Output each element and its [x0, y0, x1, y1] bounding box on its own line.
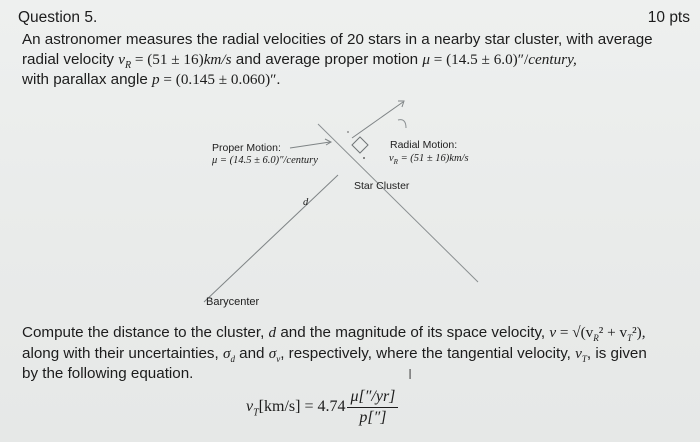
task-text-2c: , respectively, where the tangential velocity,: [280, 345, 576, 362]
p-value: = (0.145 ± 0.060)″.: [159, 71, 281, 88]
star-dot: [347, 131, 349, 133]
mu-unit: century,: [528, 51, 577, 68]
proper-motion-label: Proper Motion:: [212, 142, 281, 154]
proper-motion-value: μ = (14.5 ± 6.0)″/century: [212, 155, 318, 166]
star-dot: [363, 157, 365, 159]
sigma-v-symbol: σ: [268, 345, 277, 362]
proper-motion-arrow-line: [290, 142, 330, 148]
task-line-3: [22, 364, 193, 384]
vr-subscript: R: [124, 60, 132, 72]
eq-fraction: [347, 388, 398, 427]
distance-line: [204, 175, 338, 302]
radial-motion-label: Radial Motion:: [390, 139, 458, 151]
eq-lhs-unit: [km/s] = 4.74: [258, 398, 346, 416]
eq-vt-symbol: v: [246, 398, 254, 416]
curved-arrow: [398, 120, 406, 128]
vr-unit: km/s: [203, 51, 232, 68]
vr-symbol: v: [118, 51, 125, 68]
points-label: 10 pts: [647, 9, 690, 26]
sqrt-t-sub: T: [627, 333, 633, 344]
star-cluster-label: Star Cluster: [354, 180, 410, 192]
barycenter-label: Barycenter: [206, 296, 260, 308]
right-angle-marker: [352, 137, 368, 153]
eq-denominator: p[″]: [359, 409, 387, 426]
eq-vt-sub: T: [253, 407, 259, 419]
radial-arrow-line: [352, 102, 403, 138]
rv-subscript: R: [393, 158, 398, 167]
intro-text-3a: with parallax angle: [22, 71, 153, 88]
task-text-2b: and: [234, 345, 269, 362]
vr-value: = (51 ± 16): [131, 51, 204, 68]
rv-rest: = (51 ± 16)km/s: [397, 153, 469, 164]
intro-text-1: An astronomer measures the radial velocities of 20 stars in a nearby star cluster, with average: [22, 31, 653, 48]
mu-symbol: μ: [422, 51, 430, 68]
sigma-d-sub: d: [230, 354, 235, 365]
task-text-2a: along with their uncertainties,: [22, 345, 223, 362]
distance-d-label: d: [303, 197, 309, 208]
task-text-1a: Compute the distance to the cluster,: [22, 324, 269, 341]
intro-text-2c: and average proper motion: [231, 51, 423, 68]
sigma-v-sub: v: [276, 354, 281, 365]
velocity-equation: [246, 388, 398, 427]
sqrt-r-sub: R: [593, 333, 599, 344]
d-symbol: d: [268, 324, 277, 341]
question-title: Question 5.: [18, 9, 98, 26]
mu-value: = (14.5 ± 6.0)″/: [429, 51, 529, 68]
radial-motion-value: [389, 153, 469, 166]
sqrt-close: ²),: [632, 324, 646, 341]
eq-numerator: μ[″/yr]: [347, 388, 398, 408]
vt-symbol: v: [575, 345, 582, 362]
task-text-2d: , is given: [586, 345, 647, 362]
sqrt-open: = √(v: [556, 324, 594, 341]
v-symbol: v: [549, 324, 557, 341]
rv-symbol: v: [389, 153, 394, 164]
sqrt-plus: ² + v: [598, 324, 628, 341]
vt-sub: T: [581, 354, 587, 365]
text-cursor-icon: I: [408, 366, 413, 383]
p-symbol: p: [152, 71, 160, 88]
task-text-1b: and the magnitude of its space velocity,: [276, 324, 550, 341]
task-text-3: by the following equation.: [22, 365, 194, 382]
sigma-d-symbol: σ: [222, 345, 231, 362]
intro-text-2a: radial velocity: [22, 51, 119, 68]
